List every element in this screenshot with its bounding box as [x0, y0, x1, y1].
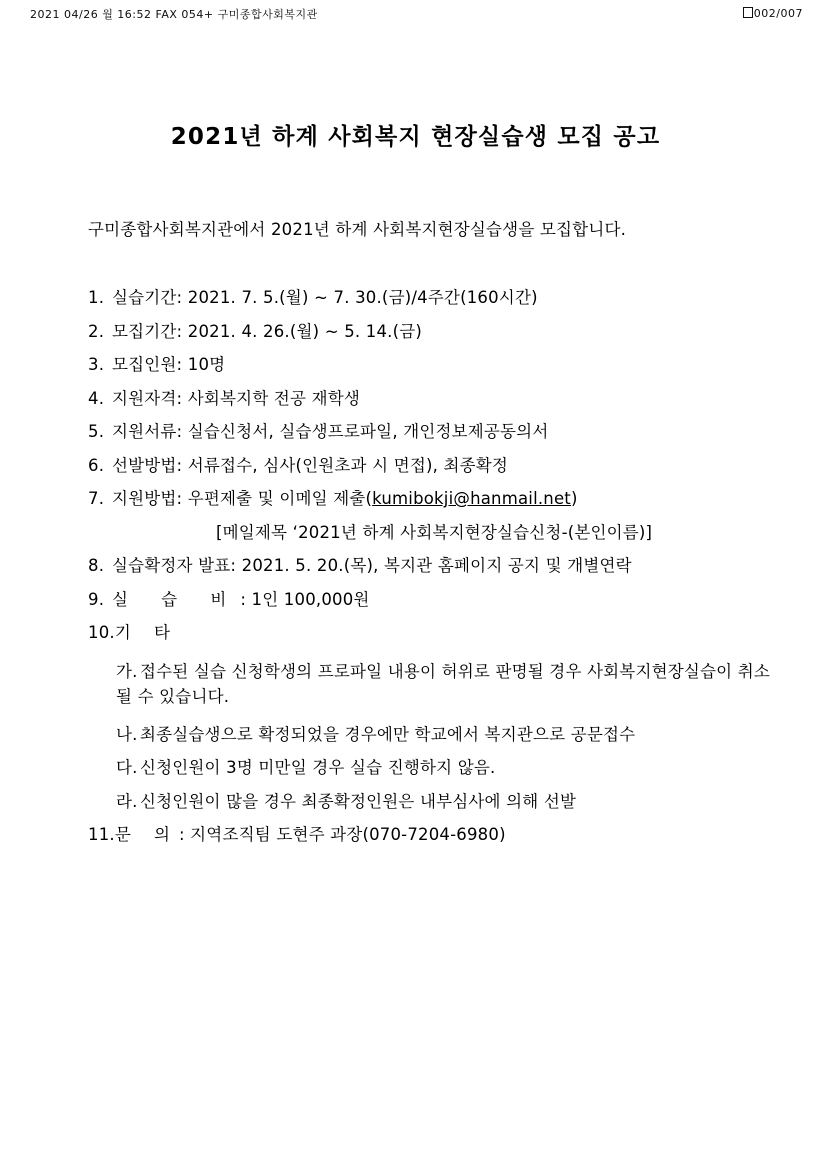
sub-item-marker: 라.	[116, 791, 138, 811]
item-label-spread: 기 타	[114, 623, 179, 642]
list-item-fee	[88, 589, 788, 609]
list-item	[88, 558, 788, 575]
fax-header-left: 2021 04/26 월 16:52 FAX 054+ 구미종합사회복지관	[30, 8, 318, 21]
item-text: 모집인원: 10명	[112, 355, 226, 374]
item-number: 11.	[88, 825, 115, 845]
item-label-spread: 문 의	[114, 825, 179, 845]
mail-subject-note: [메일제목 ‘2021년 하계 사회복지현장실습신청-(본인이름)]	[216, 522, 653, 542]
list-item	[88, 321, 788, 341]
sub-item-text: 최종실습생으로 확정되었을 경우에만 학교에서 복지관으로 공문접수	[140, 724, 636, 744]
page-title: 2021년 하계 사회복지 현장실습생 모집 공고	[170, 124, 661, 150]
sub-list-item	[116, 791, 788, 811]
item-number: 6.	[88, 455, 105, 475]
item-label-spread: 실 습 비	[112, 589, 241, 609]
item-number: 2.	[88, 321, 105, 341]
list-item-apply-method	[88, 491, 788, 508]
item-text: 모집기간: 2021. 4. 26.(월) ~ 5. 14.(금)	[112, 321, 423, 341]
list-item	[88, 388, 788, 408]
list-item	[88, 290, 788, 307]
item-text: 지원서류: 실습신청서, 실습생프로파일, 개인정보제공동의서	[112, 422, 549, 441]
intro-paragraph: 구미종합사회복지관에서 2021년 하계 사회복지현장실습생을 모집합니다.	[88, 220, 627, 239]
item-text: 지원자격: 사회복지학 전공 재학생	[112, 388, 361, 408]
list-item	[88, 357, 788, 374]
sub-item-marker: 나.	[116, 724, 138, 744]
sub-item-text: 신청인원이 3명 미만일 경우 실습 진행하지 않음.	[140, 758, 496, 778]
item-number: 8.	[88, 556, 105, 575]
sub-list-item	[116, 659, 776, 710]
item-number: 10.	[88, 623, 115, 642]
sub-item-marker: 가.	[116, 661, 138, 681]
sub-list-item	[116, 760, 788, 777]
email-link[interactable]: kumibokji@hanmail.net	[372, 489, 571, 508]
item-text: 지원방법: 우편제출 및 이메일 제출(	[112, 489, 373, 508]
item-number: 4.	[88, 388, 105, 408]
item-text-tail: )	[570, 489, 578, 508]
list-item-contact	[88, 827, 788, 844]
sub-item-marker: 다.	[116, 758, 138, 778]
item-text: : 1인 100,000원	[240, 589, 370, 609]
item-text: 실습확정자 발표: 2021. 5. 20.(목), 복지관 홈페이지 공지 및 개별연락	[112, 556, 632, 575]
list-item-other	[88, 625, 788, 642]
list-item	[88, 424, 788, 441]
item-number: 7.	[88, 489, 105, 508]
item-number: 1.	[88, 288, 105, 307]
item-text: 실습기간: 2021. 7. 5.(월) ~ 7. 30.(금)/4주간(160시간)	[112, 288, 538, 307]
sub-list-item	[116, 724, 788, 744]
item-text: : 지역조직팀 도현주 과장(070-7204-6980)	[178, 825, 506, 845]
sub-item-text: 접수된 실습 신청학생의 프로파일 내용이 허위로 판명될 경우 사회복지현장실습이 취소될 수 있습니다.	[116, 661, 771, 707]
item-number: 5.	[88, 422, 105, 441]
item-text: 선발방법: 서류접수, 심사(인원초과 시 면접), 최종확정	[112, 455, 509, 475]
item-number: 9.	[88, 589, 105, 609]
list-item	[88, 455, 788, 475]
fax-page-count: 002/007	[753, 7, 803, 20]
item-number: 3.	[88, 355, 105, 374]
announcement-list	[88, 290, 788, 861]
sub-item-text: 신청인원이 많을 경우 최종확정인원은 내부심사에 의해 선발	[140, 791, 577, 811]
